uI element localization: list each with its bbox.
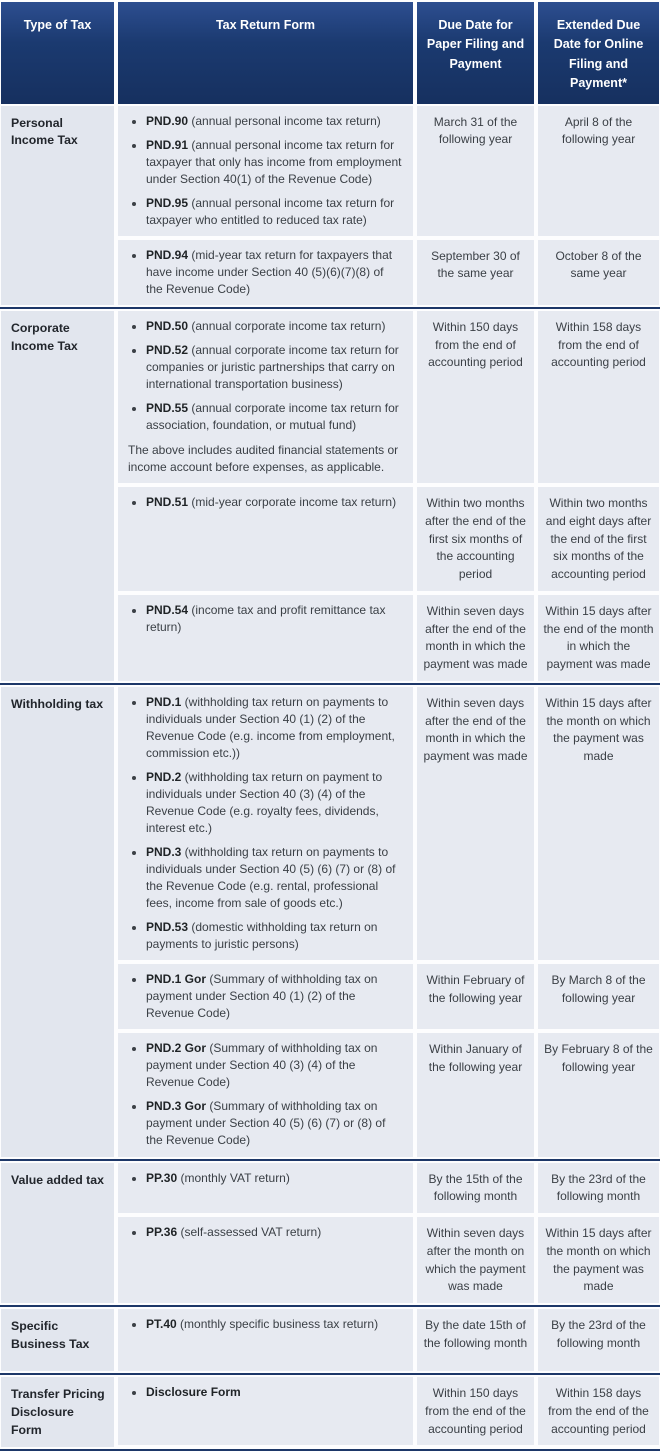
due-date-online: Within two months and eight days after the end of the first six months of the accounting period [538,487,659,591]
form-desc: (withholding tax return on payments to individuals under Section 40 (5) (6) (7) or (8) of the Revenue Code (e.g. rental, professional fees, income from sale of goods etc.) [146,845,396,911]
table-row [118,311,659,483]
form-item [146,1040,403,1091]
section-divider [0,683,660,685]
forms-cell [118,1163,413,1214]
due-date-online: Within 158 days from the end of the accounting period [538,1377,659,1445]
form-desc: (monthly VAT return) [177,1170,290,1185]
form-code: PND.95 [146,195,189,210]
form-desc: (mid-year tax return for taxpayers that have income under Section 40 (5)(6)(7)(8) of the Revenue Code) [146,247,393,296]
header-type-of-tax: Type of Tax [1,2,114,104]
form-item [146,919,403,953]
form-item [146,1098,403,1149]
form-item [146,113,403,130]
due-date-online: October 8 of the same year [538,240,659,305]
table-bottom-rule [0,1449,660,1451]
form-desc: (annual corporate income tax return for association, foundation, or mutual fund) [146,400,399,432]
form-desc: (mid-year corporate income tax return) [188,495,397,510]
due-date-paper: September 30 of the same year [417,240,534,305]
form-code: PT.40 [146,1317,177,1331]
form-code: Disclosure Form [146,1385,241,1399]
form-code: PND.52 [146,342,189,357]
form-code: PND.1 [146,694,182,709]
form-desc: (monthly specific business tax return) [176,1317,379,1331]
form-item [146,247,403,298]
section-corporate-income-tax [1,311,659,681]
due-date-online: By the 23rd of the following month [538,1309,659,1371]
tax-type-label: Specific Business Tax [1,1309,114,1371]
table-row [118,1309,659,1371]
forms-cell [118,1217,413,1303]
form-item [146,137,403,188]
section-transfer-pricing [1,1377,659,1447]
form-code: PP.30 [146,1170,178,1185]
forms-note: The above includes audited financial statements or income account before expenses, as applicable. [128,442,399,474]
due-date-paper: Within seven days after the end of the month in which the payment was made [417,595,534,681]
form-item [146,195,403,229]
section-personal-income-tax [1,106,659,305]
form-item [146,694,403,762]
due-date-paper: By the 15th of the following month [417,1163,534,1214]
form-code: PND.1 Gor [146,972,207,987]
form-desc: (withholding tax return on payments to individuals under Section 40 (1) (2) of the Revenue Code (e.g. income from employment, commission etc.)) [146,694,395,760]
form-code: PND.91 [146,137,189,152]
due-date-paper: Within January of the following year [417,1033,534,1156]
tax-type-label: Withholding tax [1,687,114,1157]
table-row [118,1033,659,1156]
form-desc: (withholding tax return on payment to individuals under Section 40 (3) (4) of the Revenue Code (e.g. royalty fees, dividends, interest etc.) [146,769,383,835]
form-desc: (annual personal income tax return for taxpayer that only has income from employment under Section 40(1) of the Revenue Code) [146,137,402,186]
table-row [118,1163,659,1214]
form-code: PND.2 [146,769,182,784]
table-row [118,687,659,960]
form-desc: (annual corporate income tax return for companies or juristic partnerships that carry on international transportation business) [146,342,399,391]
due-date-online: By February 8 of the following year [538,1033,659,1156]
form-code: PND.53 [146,920,189,935]
form-code: PND.94 [146,247,189,262]
table-row [118,1217,659,1303]
table-row [118,964,659,1029]
section-divider [0,1305,660,1307]
forms-cell [118,687,413,960]
form-item [146,494,403,511]
due-date-online: Within 15 days after the month on which the payment was made [538,1217,659,1303]
table-row [118,595,659,681]
due-date-online: Within 15 days after the month on which the payment was made [538,687,659,960]
tax-type-label: Corporate Income Tax [1,311,114,681]
form-desc: (annual personal income tax return) [188,113,381,128]
form-code: PP.36 [146,1225,178,1239]
form-item [146,1224,403,1241]
section-specific-business-tax [1,1309,659,1371]
forms-cell [118,311,413,483]
form-item [146,1316,403,1333]
forms-cell [118,240,413,305]
due-date-paper: Within two months after the end of the first six months of the accounting period [417,487,534,591]
form-code: PND.50 [146,318,189,333]
section-divider [0,1373,660,1375]
table-row [118,240,659,305]
due-date-online: By March 8 of the following year [538,964,659,1029]
form-item [146,400,403,434]
tax-type-label: Transfer Pricing Disclosure Form [1,1377,114,1447]
forms-cell [118,964,413,1029]
forms-cell [118,1377,413,1445]
forms-cell [118,487,413,591]
form-item [146,318,403,335]
table-header-row [1,2,659,104]
forms-cell [118,1309,413,1371]
section-value-added-tax [1,1163,659,1304]
due-date-online: Within 158 days from the end of accounting period [538,311,659,483]
form-code: PND.3 [146,845,182,860]
due-date-paper: Within February of the following year [417,964,534,1029]
header-due-date-paper: Due Date for Paper Filing and Payment [417,2,534,104]
forms-cell [118,595,413,681]
form-code: PND.2 Gor [146,1041,207,1056]
form-desc: (domestic withholding tax return on payments to juristic persons) [146,920,378,952]
due-date-paper: Within 150 days from the end of accounting period [417,311,534,483]
form-desc: (Summary of withholding tax on payment under Section 40 (5) (6) (7) or (8) of the Revenue Code) [146,1099,386,1148]
header-tax-return-form: Tax Return Form [118,2,413,104]
form-desc: (Summary of withholding tax on payment under Section 40 (3) (4) of the Revenue Code) [146,1041,378,1090]
form-desc: (annual personal income tax return for taxpayer who entitled to reduced tax rate) [146,195,395,227]
form-code: PND.55 [146,400,189,415]
form-desc: (income tax and profit remittance tax return) [146,602,386,634]
section-divider [0,1159,660,1161]
header-due-date-online: Extended Due Date for Online Filing and Payment* [538,2,659,104]
form-desc: (self-assessed VAT return) [177,1225,322,1239]
table-row [118,1377,659,1445]
forms-cell [118,106,413,236]
due-date-paper: Within seven days after the end of the month in which the payment was made [417,687,534,960]
form-item [146,602,403,636]
form-code: PND.51 [146,495,189,510]
forms-cell [118,1033,413,1156]
due-date-online: Within 15 days after the end of the month in which the payment was made [538,595,659,681]
form-code: PND.90 [146,113,189,128]
due-date-paper: By the date 15th of the following month [417,1309,534,1371]
due-date-paper: Within seven days after the month on which the payment was made [417,1217,534,1303]
form-item [146,1170,403,1187]
form-item [146,844,403,912]
form-item [146,1384,403,1401]
table-row [118,106,659,236]
tax-type-label: Personal Income Tax [1,106,114,305]
form-item [146,342,403,393]
form-item [146,971,403,1022]
due-date-online: By the 23rd of the following month [538,1163,659,1214]
form-code: PND.3 Gor [146,1099,207,1114]
form-item [146,769,403,837]
section-divider [0,307,660,309]
form-code: PND.54 [146,602,189,617]
due-date-paper: March 31 of the following year [417,106,534,236]
form-desc: (annual corporate income tax return) [188,318,386,333]
form-desc: (Summary of withholding tax on payment under Section 40 (1) (2) of the Revenue Code) [146,972,378,1021]
due-date-paper: Within 150 days from the end of the accounting period [417,1377,534,1445]
tax-type-label: Value added tax [1,1163,114,1304]
table-row [118,487,659,591]
section-withholding-tax [1,687,659,1157]
due-date-online: April 8 of the following year [538,106,659,236]
